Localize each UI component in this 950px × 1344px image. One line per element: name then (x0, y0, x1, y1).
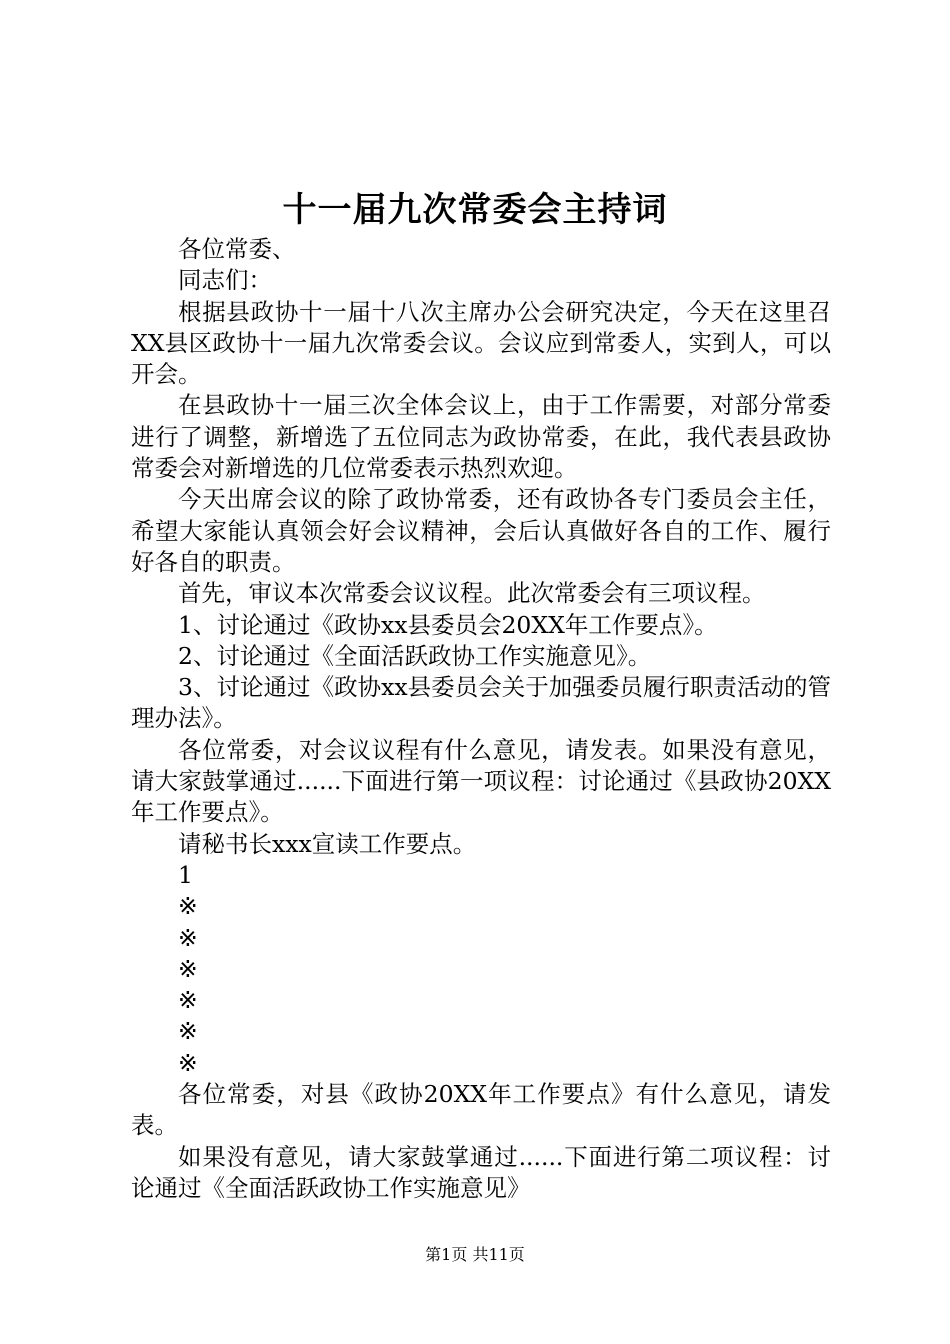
paragraph: 首先，审议本次常委会议议程。此次常委会有三项议程。 (178, 579, 766, 608)
paragraph: 根据县政协十一届十八次主席办公会研究决定，今天在这里召XX县区政协十一届九次常委会议。会议应到常委人，实到人，可以开会。 (131, 297, 831, 389)
reference-mark: ※ (178, 892, 198, 921)
reference-mark: ※ (178, 954, 198, 983)
reference-mark: ※ (178, 1048, 198, 1077)
paragraph: 如果没有意见，请大家鼓掌通过......下面进行第二项议程：讨论通过《全面活跃政协工作实施意见》 (131, 1142, 831, 1202)
paragraph: 各位常委，对会议议程有什么意见，请发表。如果没有意见，请大家鼓掌通过......下面进行第一项议程：讨论通过《县政协20XX年工作要点》。 (131, 735, 831, 827)
document-title: 十一届九次常委会主持词 (282, 190, 668, 230)
agenda-item: 1、讨论通过《政协xx县委员会20XX年工作要点》。 (178, 610, 718, 639)
page-footer: 第1页 共11页 (425, 1245, 525, 1264)
paragraph: 请秘书长xxx宣读工作要点。 (178, 829, 477, 858)
paragraph: 同志们： (178, 266, 272, 295)
document-body (131, 234, 831, 1204)
reference-mark: ※ (178, 1017, 198, 1046)
reference-mark: ※ (178, 986, 198, 1015)
paragraph: 在县政协十一届三次全体会议上，由于工作需要，对部分常委进行了调整，新增选了五位同志为政协常委，在此，我代表县政协常委会对新增选的几位常委表示热烈欢迎。 (131, 391, 831, 483)
agenda-item: 2、讨论通过《全面活跃政协工作实施意见》。 (178, 641, 652, 670)
paragraph: 各位常委、 (178, 235, 296, 263)
paragraph: 各位常委，对县《政协20XX年工作要点》有什么意见，请发表。 (131, 1080, 831, 1140)
agenda-item: 3、讨论通过《政协xx县委员会关于加强委员履行职责活动的管理办法》。 (131, 673, 831, 733)
list-marker: 1 (178, 860, 193, 889)
paragraph: 今天出席会议的除了政协常委，还有政协各专门委员会主任，希望大家能认真领会好会议精神，会后认真做好各自的工作、履行好各自的职责。 (131, 485, 831, 576)
reference-mark: ※ (178, 923, 198, 952)
